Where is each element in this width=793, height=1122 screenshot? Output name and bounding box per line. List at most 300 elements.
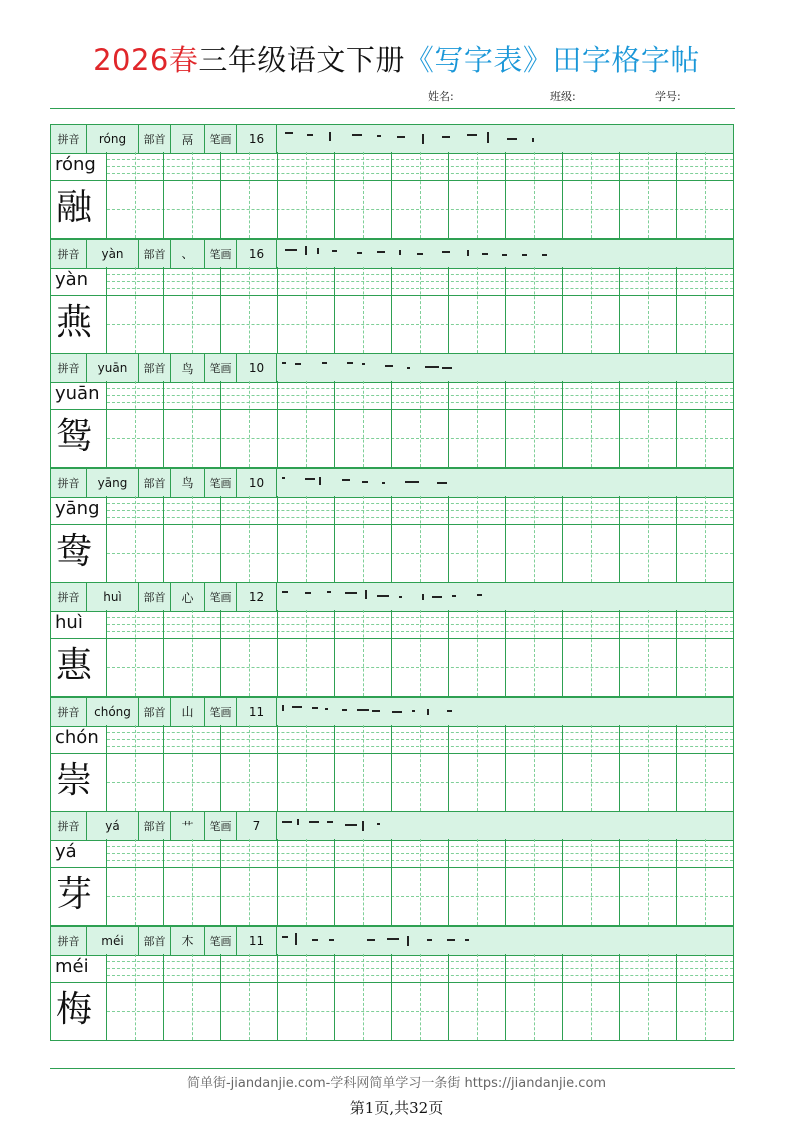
- stroke-mark: [305, 478, 315, 480]
- grid-column-line: [448, 610, 449, 696]
- grid-column-line: [505, 610, 506, 696]
- grid-center-dash: [705, 725, 706, 811]
- pinyin-label: 拼音: [51, 354, 87, 382]
- stroke-mark: [407, 367, 410, 369]
- grid-column-line: [334, 267, 335, 353]
- character-info-row: [50, 926, 734, 956]
- stroke-mark: [442, 251, 450, 253]
- stroke-mark: [282, 936, 288, 938]
- grid-column-line: [676, 725, 677, 811]
- grid-column-line: [391, 954, 392, 1040]
- grid-center-dash: [705, 267, 706, 353]
- grid-center-dash: [363, 496, 364, 582]
- grid-center-dash: [705, 152, 706, 238]
- stroke-order-strip: [277, 698, 733, 726]
- strokes-label: 笔画: [205, 927, 237, 955]
- stroke-mark: [325, 708, 328, 710]
- strokes-label: 笔画: [205, 125, 237, 153]
- stroke-mark: [417, 253, 423, 255]
- pinyin-label: 拼音: [51, 240, 87, 268]
- radical-label: 部首: [139, 469, 171, 497]
- stroke-mark: [382, 482, 385, 484]
- grid-center-dash: [192, 152, 193, 238]
- footer-site: 简单街-jiandanjie.com-学科网简单学习一条街 https://jiandanjie.com: [186, 1076, 607, 1091]
- grid-column-line: [277, 610, 278, 696]
- grid-center-dash: [534, 381, 535, 467]
- stroke-mark: [447, 939, 455, 941]
- grid-center-dash: [135, 610, 136, 696]
- grid-center-dash: [477, 725, 478, 811]
- hanzi-sample: 崇: [56, 759, 93, 801]
- stroke-order-strip: [277, 927, 733, 955]
- grid-center-dash: [648, 725, 649, 811]
- grid-center-dash: [249, 839, 250, 925]
- character-block: [50, 353, 734, 468]
- grid-center-dash: [135, 496, 136, 582]
- writing-grid: [50, 496, 734, 582]
- character-block: [50, 239, 734, 354]
- grid-column-line: [277, 152, 278, 238]
- radical-value: 艹: [171, 812, 205, 840]
- stroke-mark: [392, 711, 402, 713]
- grid-column-line: [619, 381, 620, 467]
- stroke-mark: [362, 481, 368, 483]
- strokes-value: 10: [237, 469, 277, 497]
- pinyin-value: huì: [87, 583, 139, 611]
- strokes-label: 笔画: [205, 698, 237, 726]
- grid-center-dash: [306, 954, 307, 1040]
- grid-center-dash: [534, 610, 535, 696]
- stroke-order-strip: [277, 240, 733, 268]
- grid-column-line: [220, 381, 221, 467]
- stroke-mark: [285, 132, 293, 134]
- pinyin-value: yāng: [87, 469, 139, 497]
- stroke-mark: [377, 135, 381, 137]
- grid-column-line: [220, 267, 221, 353]
- grid-column-line: [562, 725, 563, 811]
- page-title: [0, 38, 793, 79]
- stroke-mark: [502, 254, 507, 256]
- strokes-value: 10: [237, 354, 277, 382]
- strokes-value: 7: [237, 812, 277, 840]
- hanzi-sample: 鸳: [56, 416, 93, 457]
- radical-value: 木: [171, 927, 205, 955]
- grid-center-dash: [192, 496, 193, 582]
- stroke-mark: [397, 136, 405, 138]
- grid-column-line: [448, 496, 449, 582]
- grid-center-dash: [477, 610, 478, 696]
- grid-center-dash: [648, 496, 649, 582]
- title-main: 三年级语文下册: [198, 43, 405, 77]
- grid-column-line: [676, 267, 677, 353]
- stroke-mark: [322, 362, 327, 364]
- strokes-label: 笔画: [205, 354, 237, 382]
- grid-center-dash: [306, 267, 307, 353]
- strokes-label: 笔画: [205, 240, 237, 268]
- grid-center-dash: [477, 954, 478, 1040]
- stroke-mark: [442, 367, 452, 369]
- grid-center-dash: [534, 725, 535, 811]
- grid-column-line: [391, 839, 392, 925]
- grid-center-dash: [363, 725, 364, 811]
- grid-column-line: [334, 725, 335, 811]
- stroke-mark: [329, 939, 334, 941]
- stroke-mark: [352, 134, 362, 136]
- grid-center-dash: [192, 725, 193, 811]
- pinyin-value: méi: [87, 927, 139, 955]
- title-book: 《写字表》田字格字帖: [404, 43, 700, 77]
- grid-column-line: [334, 152, 335, 238]
- pinyin-practice-row: [50, 152, 734, 181]
- stroke-mark: [345, 592, 357, 594]
- grid-center-dash: [249, 267, 250, 353]
- grid-center-dash: [363, 839, 364, 925]
- hanzi-sample: 惠: [56, 645, 93, 686]
- grid-center-dash: [363, 267, 364, 353]
- stroke-mark: [295, 363, 301, 365]
- hanzi-practice-row: [50, 753, 734, 812]
- stroke-mark: [282, 705, 284, 711]
- stroke-mark: [309, 821, 319, 823]
- grid-column-line: [277, 839, 278, 925]
- character-info-row: [50, 353, 734, 383]
- grid-center-dash: [705, 381, 706, 467]
- grid-column-line: [562, 381, 563, 467]
- pinyin-label: 拼音: [51, 927, 87, 955]
- grid-center-dash: [648, 839, 649, 925]
- stroke-mark: [367, 939, 375, 941]
- grid-center-dash: [591, 496, 592, 582]
- stroke-mark: [432, 596, 442, 598]
- stroke-mark: [507, 138, 517, 140]
- grid-column-line: [448, 152, 449, 238]
- character-block: [50, 468, 734, 583]
- grid-column-line: [619, 496, 620, 582]
- name-label: 姓名:: [428, 90, 454, 103]
- grid-center-dash: [591, 839, 592, 925]
- grid-column-line: [163, 267, 164, 353]
- stroke-mark: [477, 594, 482, 596]
- writing-grid: [50, 954, 734, 1040]
- strokes-value: 11: [237, 698, 277, 726]
- stroke-mark: [362, 821, 364, 831]
- radical-label: 部首: [139, 927, 171, 955]
- grid-column-line: [505, 496, 506, 582]
- character-block: [50, 697, 734, 812]
- strokes-label: 笔画: [205, 812, 237, 840]
- grid-column-line: [163, 496, 164, 582]
- stroke-mark: [442, 136, 450, 138]
- stroke-mark: [467, 250, 469, 256]
- pinyin-sample: róng: [55, 154, 96, 175]
- hanzi-sample: 鸯: [56, 530, 93, 572]
- grid-center-dash: [306, 610, 307, 696]
- grid-column-line: [220, 496, 221, 582]
- grid-center-dash: [249, 381, 250, 467]
- title-year: 2026春: [93, 43, 199, 77]
- stroke-mark: [285, 249, 297, 251]
- stroke-mark: [377, 823, 380, 825]
- stroke-mark: [399, 596, 402, 598]
- grid-column-line: [562, 839, 563, 925]
- stroke-mark: [427, 709, 429, 715]
- grid-center-dash: [591, 381, 592, 467]
- stroke-mark: [467, 134, 477, 136]
- writing-grid: [50, 839, 734, 925]
- stroke-mark: [405, 481, 419, 483]
- pinyin-practice-row: [50, 496, 734, 525]
- grid-center-dash: [363, 381, 364, 467]
- stroke-mark: [452, 595, 456, 597]
- pinyin-label: 拼音: [51, 812, 87, 840]
- character-info-row: [50, 124, 734, 154]
- pinyin-practice-row: [50, 725, 734, 754]
- grid-center-dash: [135, 839, 136, 925]
- grid-column-line: [106, 267, 107, 353]
- radical-value: 鸟: [171, 469, 205, 497]
- character-info-row: [50, 697, 734, 727]
- grid-column-line: [619, 152, 620, 238]
- grid-column-line: [220, 610, 221, 696]
- grid-center-dash: [648, 954, 649, 1040]
- grid-column-line: [220, 954, 221, 1040]
- grid-center-dash: [705, 610, 706, 696]
- stroke-order-strip: [277, 354, 733, 382]
- grid-column-line: [619, 610, 620, 696]
- stroke-mark: [317, 248, 319, 254]
- stroke-mark: [362, 363, 365, 365]
- stroke-mark: [332, 250, 337, 252]
- character-block: [50, 582, 734, 697]
- grid-column-line: [391, 610, 392, 696]
- grid-center-dash: [420, 839, 421, 925]
- grid-column-line: [562, 267, 563, 353]
- pinyin-label: 拼音: [51, 125, 87, 153]
- grid-column-line: [562, 496, 563, 582]
- grid-column-line: [277, 496, 278, 582]
- grid-center-dash: [648, 610, 649, 696]
- hanzi-practice-row: [50, 295, 734, 354]
- grid-column-line: [334, 381, 335, 467]
- grid-column-line: [676, 496, 677, 582]
- radical-label: 部首: [139, 354, 171, 382]
- id-label: 学号:: [655, 90, 681, 103]
- grid-column-line: [448, 954, 449, 1040]
- hanzi-sample: 融: [56, 187, 93, 228]
- grid-center-dash: [420, 152, 421, 238]
- grid-center-dash: [192, 610, 193, 696]
- radical-value: 鸟: [171, 354, 205, 382]
- grid-center-dash: [363, 152, 364, 238]
- pinyin-sample: yāng: [55, 497, 100, 519]
- grid-column-line: [220, 152, 221, 238]
- strokes-label: 笔画: [205, 583, 237, 611]
- stroke-mark: [399, 250, 401, 255]
- footer-divider: [50, 1068, 735, 1069]
- grid-center-dash: [135, 381, 136, 467]
- stroke-mark: [307, 134, 313, 136]
- stroke-mark: [407, 936, 409, 946]
- stroke-mark: [327, 821, 333, 823]
- stroke-mark: [312, 707, 318, 709]
- grid-column-line: [163, 839, 164, 925]
- hanzi-sample: 芽: [56, 874, 93, 915]
- stroke-mark: [465, 939, 469, 941]
- grid-column-line: [334, 839, 335, 925]
- radical-label: 部首: [139, 583, 171, 611]
- radical-value: 、: [171, 240, 205, 268]
- grid-column-line: [391, 496, 392, 582]
- header-divider: [50, 108, 735, 109]
- character-info-row: [50, 239, 734, 269]
- grid-center-dash: [591, 267, 592, 353]
- stroke-mark: [282, 477, 285, 479]
- grid-center-dash: [534, 152, 535, 238]
- hanzi-practice-row: [50, 180, 734, 239]
- pinyin-value: róng: [87, 125, 139, 153]
- grid-center-dash: [591, 954, 592, 1040]
- stroke-mark: [357, 709, 369, 711]
- grid-center-dash: [420, 725, 421, 811]
- grid-center-dash: [135, 267, 136, 353]
- stroke-mark: [377, 595, 389, 597]
- grid-column-line: [505, 152, 506, 238]
- grid-column-line: [676, 610, 677, 696]
- grid-column-line: [562, 610, 563, 696]
- hanzi-practice-row: [50, 409, 734, 468]
- grid-center-dash: [648, 267, 649, 353]
- stroke-mark: [282, 591, 288, 593]
- grid-column-line: [619, 839, 620, 925]
- writing-grid: [50, 267, 734, 353]
- grid-center-dash: [477, 381, 478, 467]
- pinyin-practice-row: [50, 954, 734, 983]
- grid-column-line: [163, 610, 164, 696]
- pinyin-sample: méi: [55, 955, 89, 977]
- stroke-mark: [319, 477, 321, 485]
- grid-center-dash: [192, 954, 193, 1040]
- grid-column-line: [277, 381, 278, 467]
- grid-column-line: [163, 152, 164, 238]
- grid-column-line: [220, 839, 221, 925]
- grid-center-dash: [249, 152, 250, 238]
- stroke-mark: [372, 710, 380, 712]
- stroke-mark: [345, 824, 357, 826]
- stroke-mark: [425, 366, 439, 368]
- character-info-row: [50, 811, 734, 841]
- writing-grid: [50, 725, 734, 811]
- grid-column-line: [277, 267, 278, 353]
- grid-column-line: [106, 839, 107, 925]
- radical-label: 部首: [139, 125, 171, 153]
- pinyin-practice-row: [50, 610, 734, 639]
- grid-column-line: [163, 381, 164, 467]
- grid-center-dash: [648, 381, 649, 467]
- stroke-mark: [295, 933, 297, 945]
- grid-column-line: [334, 496, 335, 582]
- grid-center-dash: [420, 267, 421, 353]
- grid-center-dash: [534, 954, 535, 1040]
- grid-center-dash: [306, 496, 307, 582]
- grid-center-dash: [249, 496, 250, 582]
- stroke-order-strip: [277, 125, 733, 153]
- character-block: [50, 124, 734, 239]
- stroke-mark: [305, 246, 307, 255]
- grid-column-line: [391, 381, 392, 467]
- grid-column-line: [391, 152, 392, 238]
- writing-grid: [50, 610, 734, 696]
- grid-center-dash: [477, 267, 478, 353]
- strokes-value: 16: [237, 125, 277, 153]
- radical-value: 鬲: [171, 125, 205, 153]
- grid-column-line: [676, 954, 677, 1040]
- pinyin-label: 拼音: [51, 698, 87, 726]
- grid-column-line: [334, 954, 335, 1040]
- grid-center-dash: [306, 725, 307, 811]
- grid-column-line: [505, 267, 506, 353]
- stroke-mark: [487, 132, 489, 143]
- grid-center-dash: [705, 839, 706, 925]
- pinyin-value: chóng: [87, 698, 139, 726]
- grid-center-dash: [420, 954, 421, 1040]
- radical-value: 山: [171, 698, 205, 726]
- grid-center-dash: [249, 725, 250, 811]
- grid-column-line: [106, 725, 107, 811]
- pinyin-practice-row: [50, 381, 734, 410]
- class-label: 班级:: [550, 90, 576, 103]
- grid-column-line: [448, 725, 449, 811]
- grid-column-line: [562, 152, 563, 238]
- stroke-mark: [447, 710, 452, 712]
- grid-column-line: [277, 954, 278, 1040]
- grid-column-line: [163, 725, 164, 811]
- grid-center-dash: [648, 152, 649, 238]
- grid-center-dash: [306, 381, 307, 467]
- grid-center-dash: [363, 610, 364, 696]
- grid-center-dash: [534, 267, 535, 353]
- stroke-mark: [282, 362, 286, 364]
- character-info-row: [50, 582, 734, 612]
- radical-label: 部首: [139, 240, 171, 268]
- stroke-mark: [422, 594, 424, 600]
- stroke-mark: [532, 138, 534, 142]
- grid-column-line: [277, 725, 278, 811]
- character-block: [50, 811, 734, 926]
- character-block: [50, 926, 734, 1041]
- stroke-mark: [542, 254, 547, 256]
- grid-center-dash: [420, 496, 421, 582]
- stroke-mark: [297, 819, 299, 825]
- pinyin-sample: huì: [55, 612, 83, 633]
- grid-column-line: [505, 839, 506, 925]
- grid-center-dash: [306, 839, 307, 925]
- pinyin-practice-row: [50, 267, 734, 296]
- stroke-mark: [342, 479, 350, 481]
- grid-center-dash: [477, 152, 478, 238]
- strokes-label: 笔画: [205, 469, 237, 497]
- stroke-mark: [329, 132, 331, 141]
- grid-column-line: [163, 954, 164, 1040]
- grid-center-dash: [420, 610, 421, 696]
- strokes-value: 11: [237, 927, 277, 955]
- stroke-mark: [522, 254, 527, 256]
- grid-center-dash: [192, 839, 193, 925]
- stroke-mark: [385, 365, 393, 367]
- grid-center-dash: [192, 381, 193, 467]
- stroke-mark: [357, 252, 362, 254]
- strokes-value: 16: [237, 240, 277, 268]
- grid-center-dash: [249, 610, 250, 696]
